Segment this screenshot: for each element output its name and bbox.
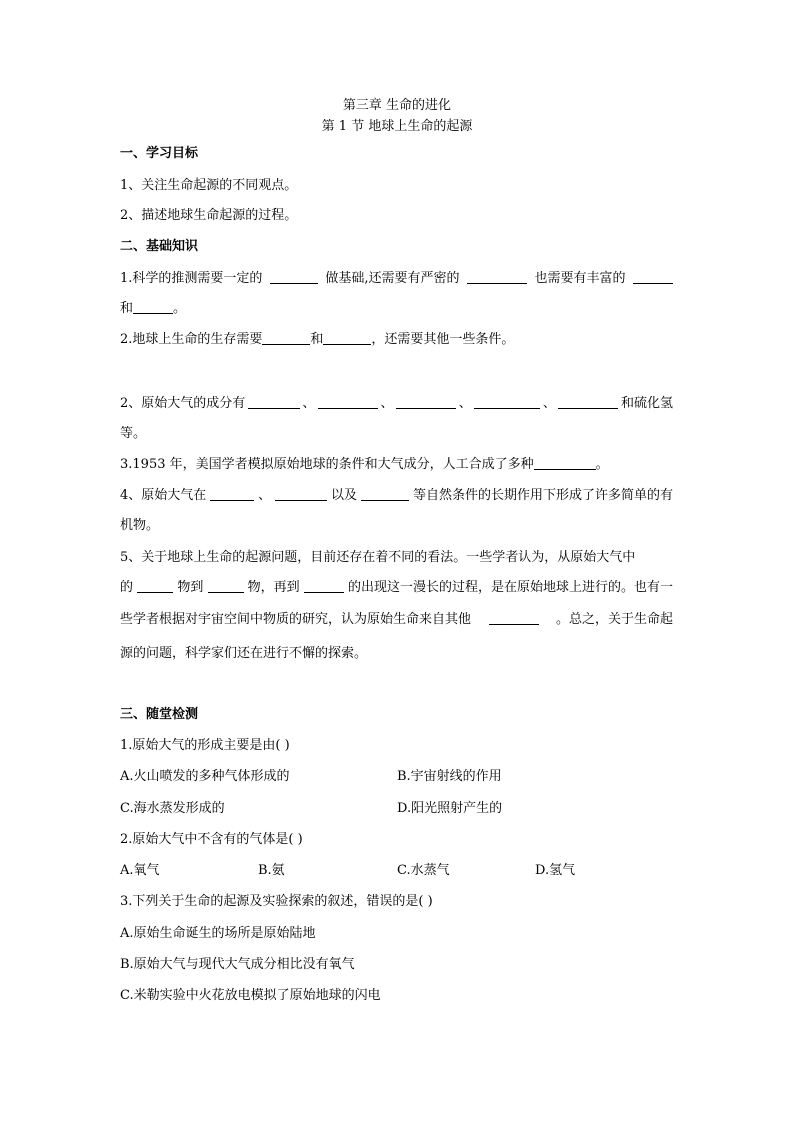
blank [323, 331, 371, 345]
mc-1-option-c: C.海水蒸发形成的 [120, 801, 225, 816]
question-6-line-1 [120, 549, 673, 567]
mc-2-option-c: C.水蒸气 [397, 863, 450, 878]
text: 、 [458, 396, 472, 411]
text: 、 [542, 396, 556, 411]
goal-item-1: 1、关注生命起源的不同观点。 [120, 178, 298, 193]
blank [208, 579, 244, 593]
text: 的 [120, 580, 134, 595]
text: 3.1953 年，美国学者模拟原始地球的条件和大气成分，人工合成了多种 [120, 457, 534, 472]
blank [210, 487, 254, 501]
blank [318, 395, 378, 409]
text: 2、原始大气的成分有 [120, 396, 246, 411]
text: 以及 [331, 488, 358, 503]
question-6-line-3 [120, 611, 673, 629]
heading-basic-knowledge: 二、基础知识 [120, 239, 199, 254]
text: 等自然条件的长期作用下形成了许多简单的有 [412, 488, 673, 503]
question-4 [120, 456, 609, 474]
text: 和硫化氢 [620, 396, 673, 411]
text: 4、原始大气在 [120, 488, 207, 503]
blank [534, 456, 596, 470]
text: 2.地球上生命的生存需要 [120, 332, 263, 347]
mc-3-option-a: A.原始生命诞生的场所是原始陆地 [120, 926, 316, 941]
blank [270, 270, 318, 284]
text: 做基础,还需要有严密的 [325, 271, 460, 286]
heading-class-test: 三、随堂检测 [120, 707, 199, 722]
text: 物，再到 [247, 580, 300, 595]
blank [133, 300, 173, 314]
blank [633, 270, 673, 284]
blank [489, 611, 539, 625]
chapter-title: 第三章 生命的进化 [342, 98, 452, 113]
question-6-line-4: 源的问题，科学家们还在进行不懈的探索。 [120, 646, 368, 661]
blank [275, 487, 327, 501]
text: 些学者根据对宇宙空间中物质的研究，认为原始生命来自其他 [120, 612, 472, 627]
mc-3-question: 3.下列关于生命的起源及实验探索的叙述，错误的是( ) [120, 894, 433, 909]
text: 1.科学的推测需要一定的 [120, 271, 263, 286]
blank [474, 395, 540, 409]
text: 物到 [177, 580, 204, 595]
blank [467, 270, 527, 284]
mc-2-option-a: A.氧气 [120, 863, 160, 878]
question-6-line-2 [120, 579, 673, 597]
mc-1-option-a: A.火山喷发的多种气体形成的 [120, 769, 290, 784]
blank [262, 331, 310, 345]
text: 、 [302, 396, 316, 411]
text: 的出现这一漫长的过程，是在原始地球上进行的。也有一 [347, 580, 673, 595]
text: 5、关于地球上生命的起源问题，目前还存在着不同的看法。一些学者认为，从原始大气中 [120, 550, 636, 565]
text: ，还需要其他一些条件。 [371, 332, 515, 347]
mc-2-option-d: D.氢气 [535, 863, 576, 878]
mc-2-option-b: B.氨 [258, 863, 285, 878]
mc-1-option-b: B.宇宙射线的作用 [397, 769, 502, 784]
question-3-line-2: 等。 [120, 426, 147, 441]
heading-learning-goals: 一、学习目标 [120, 146, 199, 161]
blank [396, 395, 456, 409]
question-2 [120, 331, 514, 349]
text: 也需要有丰富的 [534, 271, 626, 286]
mc-3-option-b: B.原始大气与现代大气成分相比没有氧气 [120, 957, 355, 972]
goal-item-2: 2、描述地球生命起源的过程。 [120, 208, 298, 223]
question-1-line-1 [120, 270, 673, 288]
mc-1-option-d: D.阳光照射产生的 [397, 801, 503, 816]
blank [248, 395, 300, 409]
question-5-line-1 [120, 487, 673, 505]
text: 和 [310, 332, 324, 347]
text: 。总之，关于生命起 [555, 612, 673, 627]
section-title: 第 1 节 地球上生命的起源 [321, 119, 473, 134]
blank [558, 395, 618, 409]
question-1-line-2 [120, 300, 186, 318]
mc-1-question: 1.原始大气的形成主要是由( ) [120, 738, 290, 753]
mc-3-option-c: C.米勒实验中火花放电模拟了原始地球的闪电 [120, 988, 381, 1003]
text: 和 [120, 301, 134, 316]
blank [304, 579, 344, 593]
text: 。 [595, 457, 609, 472]
blank [137, 579, 173, 593]
text: 、 [380, 396, 394, 411]
text: 。 [173, 301, 187, 316]
mc-2-question: 2.原始大气中不含有的气体是( ) [120, 832, 303, 847]
text: 、 [258, 488, 272, 503]
blank [361, 487, 409, 501]
question-5-line-2: 机物。 [120, 518, 160, 533]
question-3-line-1 [120, 395, 673, 413]
